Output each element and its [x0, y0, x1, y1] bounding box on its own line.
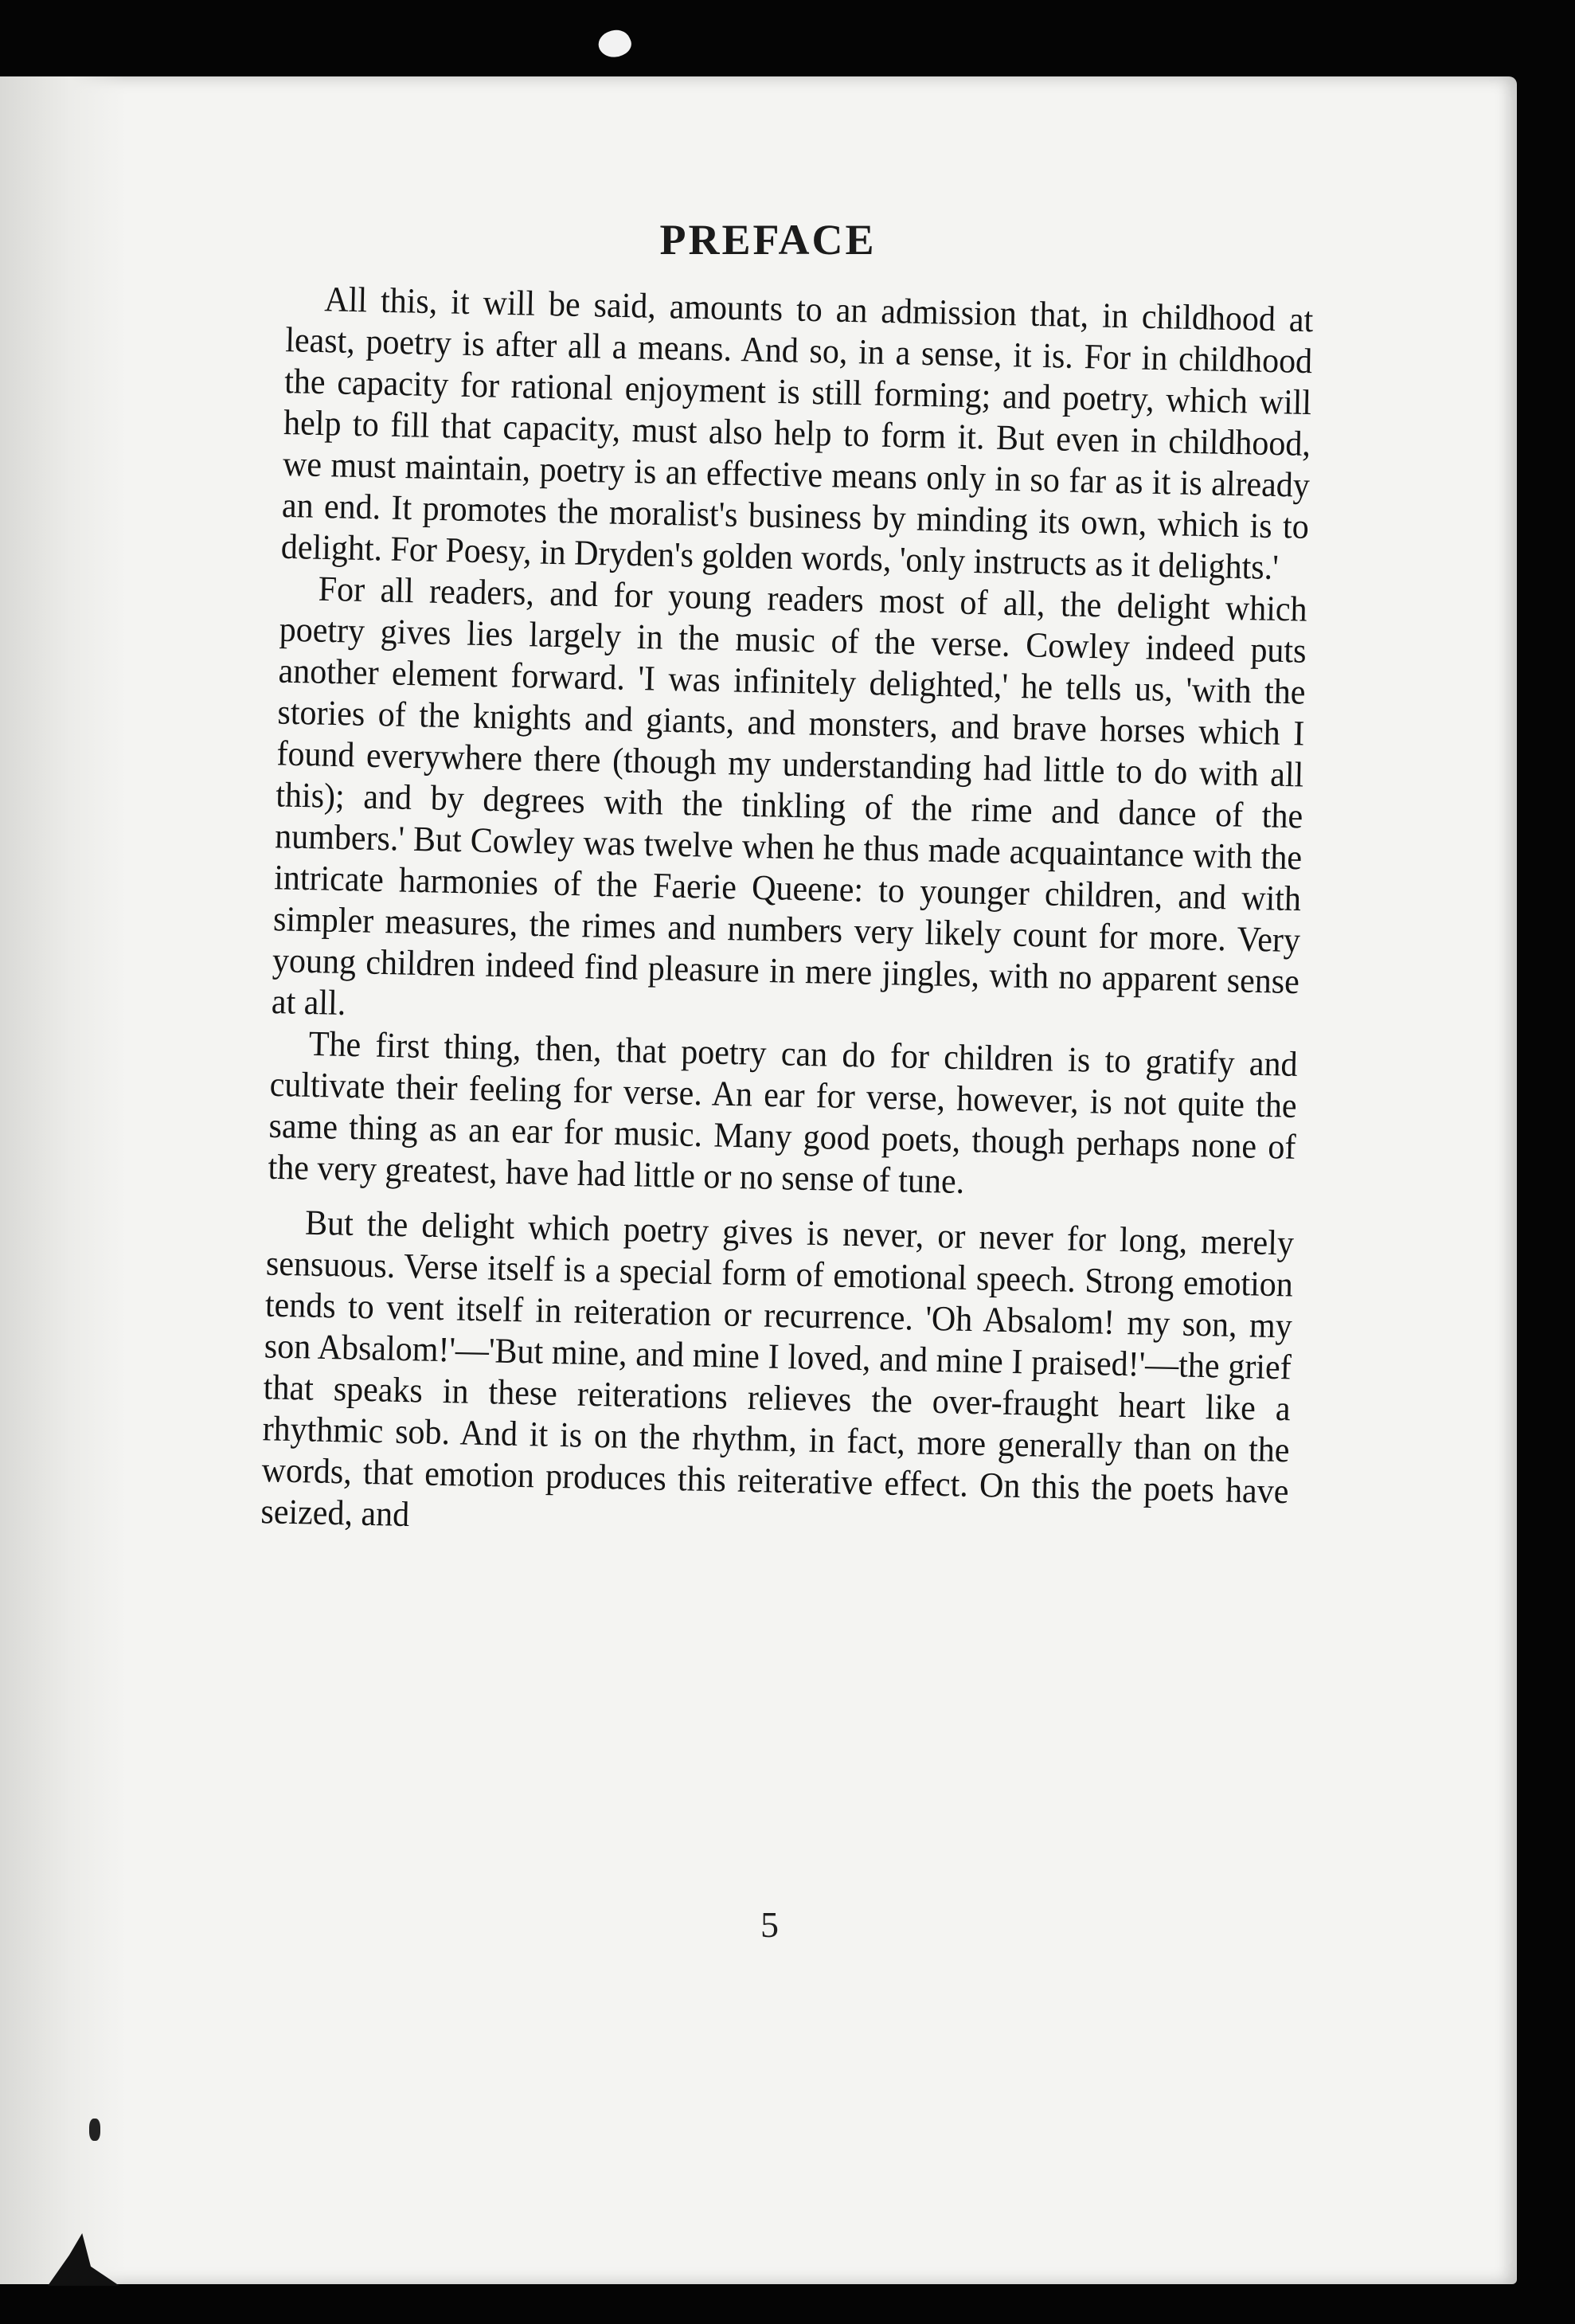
scan-artifact	[595, 25, 635, 63]
running-head: PREFACE	[659, 216, 877, 264]
body-text	[260, 279, 1314, 1555]
scan-speck	[89, 2119, 100, 2141]
page-number: 5	[760, 1904, 779, 1945]
paragraph-2: For all readers, and for young readers most of all, the delight which poetry gives lies largely in the music of the verse. Cowley indeed puts another element forward. 'I was infinitely delighted,' he tells us, 'with the stories of the knights and giants, and monsters, and brave horses which I found everywhere there (though my understanding had little to do with all this); and by degrees with the tinkling of the rime and dance of the numbers.' But Cowley was twelve when he thus made acquaintance with the intricate harmonies of the Faerie Queene: to younger children, and with simpler measures, the rimes and numbers very likely count for more. Very young children indeed find pleasure in mere jingles, with no apparent sense at all.	[271, 569, 1308, 1023]
paragraph-4: But the delight which poetry gives is never, or never for long, merely sensuous. Verse itself is a special form of emotional speech. Strong emotion tends to vent itself in reiteration or recurrence. 'Oh Absalom! my son, my son Absalom!'—'But mine, and mine I loved, and mine I praised!'—the grief that speaks in these reiterations relieves the over-fraught heart like a rhythmic sob. And it is on the rhythm, in fact, more generally than on the words, that emotion produces this reiterative effect. On this the poets have seized, and	[260, 1203, 1295, 1535]
scan-border-bottom	[0, 2284, 1575, 2324]
paragraph-1: All this, it will be said, amounts to an admission that, in childhood at least, poetry is after all a means. And so, in a sense, it is. For in childhood the capacity for rational enjoyment is still forming; and poetry, which will help to fill that capacity, must also help to form it. But even in childhood, we must maintain, poetry is an effective means only in so far as it is already an end. It promotes the moralist's business by minding its own, which is to delight. For Poesy, in Dryden's golden words, 'only instructs as it delights.'	[280, 280, 1314, 588]
page-gutter-shadow	[0, 76, 127, 2284]
scan-border-right	[1517, 76, 1575, 2324]
paragraph-3: The first thing, then, that poetry can do for children is to gratify and cultivate their feeling for verse. An ear for verse, however, is not quite the same thing as an ear for music. Many good poets, though perhaps none of the very greatest, have had little or no sense of tune.	[268, 1024, 1299, 1202]
